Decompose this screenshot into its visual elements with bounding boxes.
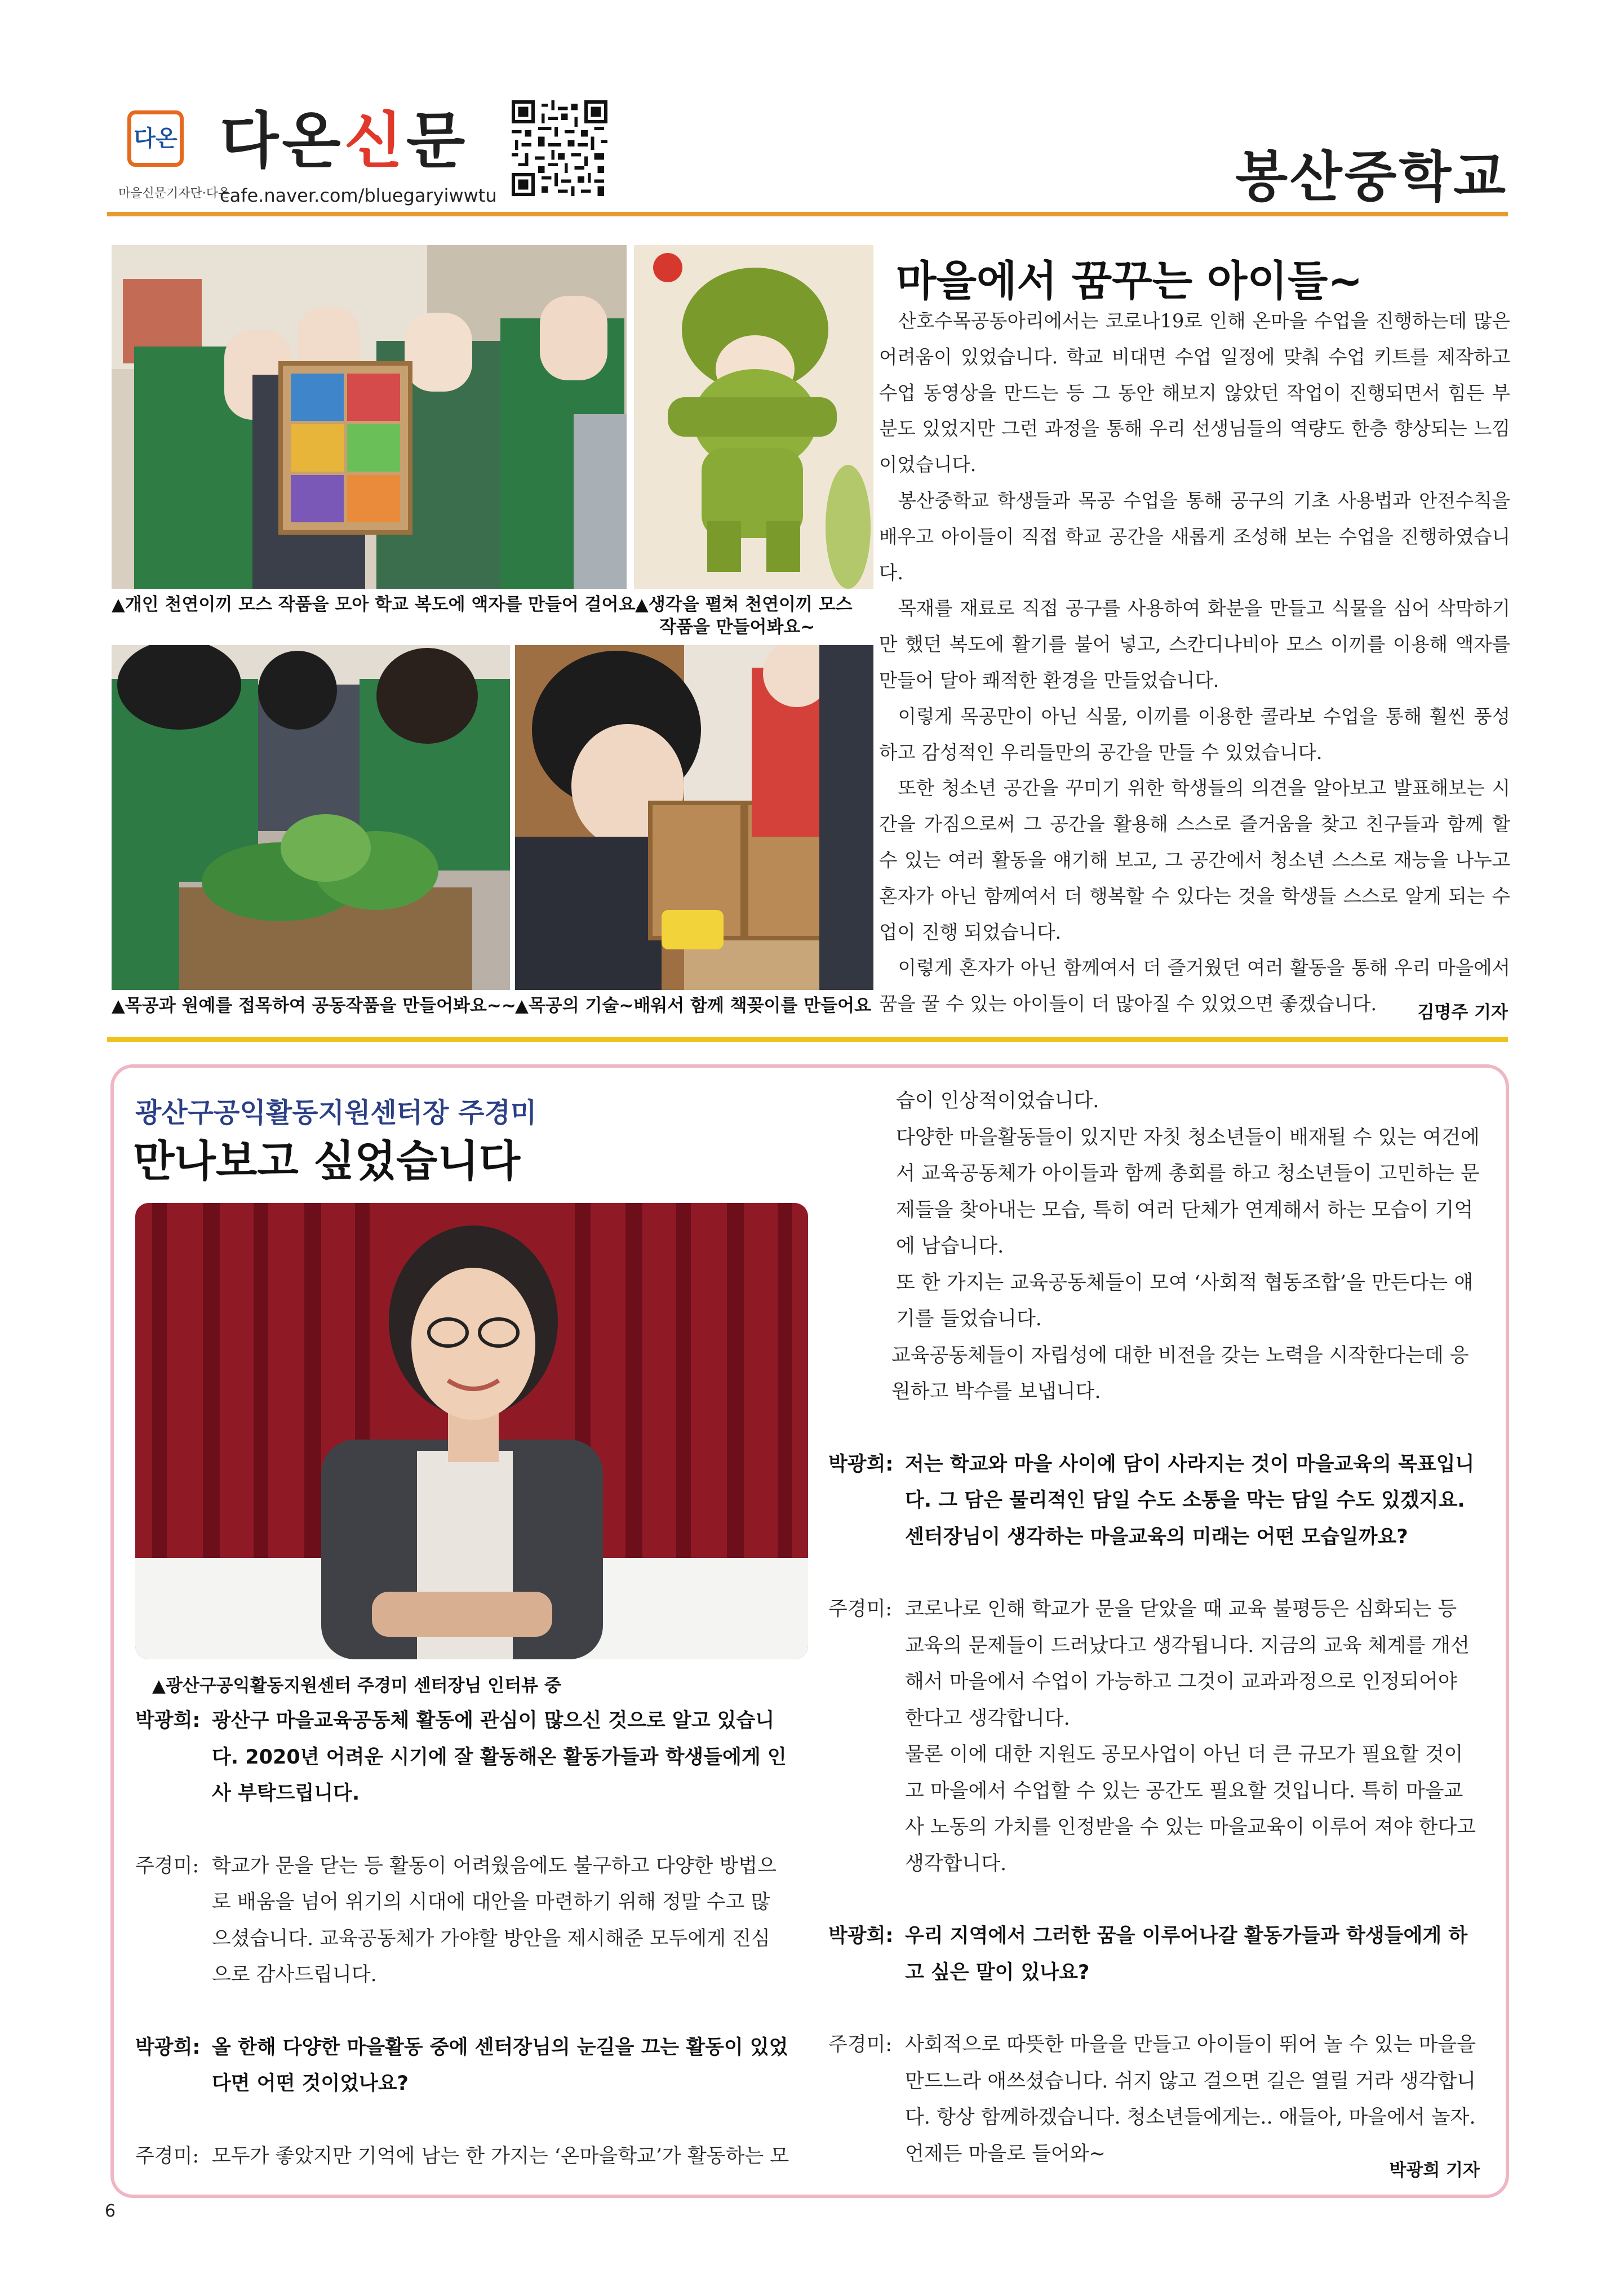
answer-text: 다양한 마을활동들이 있지만 자칫 청소년들이 배재될 수 있는 여건에서 교육공동체가 아이들과 함께 총회를 하고 청소년들이 고민하는 문제들을 찾아내는 모습, 특히 여러 단체가 연계해서 하는 모습이 기억에 남습니다.	[896, 1126, 1480, 1258]
answer-text: 교육공동체들이 자립성에 대한 비전을 갖는 노력을 시작한다는데 응원하고 박수를 보냅니다.	[891, 1344, 1469, 1403]
caption-woodwork: ▲목공의 기술~배워서 함께 책꽂이를 만들어요	[515, 996, 872, 1016]
photo-woodwork	[515, 645, 873, 990]
answer-block	[135, 1848, 789, 1993]
caption-moss-frame: ▲개인 천연이끼 모스 작품을 모아 학교 복도에 액자를 만들어 걸어요.	[112, 594, 642, 615]
answer-text: 또 한 가지는 교육공동체들이 모여 ‘사회적 협동조합’을 만든다는 얘기를 들었습니다.	[896, 1271, 1474, 1330]
interview-title: 만나보고 싶었습니다	[133, 1136, 521, 1186]
interview-subtitle: 광산구공익활동지원센터장 주경미	[135, 1097, 537, 1129]
question-text: 올 한해 다양한 마을활동 중에 센터장님의 눈길을 끄는 활동이 있었다면 어떤 것이었나요?	[212, 2036, 788, 2095]
qr-code-icon	[512, 100, 607, 196]
answer-speaker: 주경미:	[135, 1854, 199, 1877]
caption-interviewee: ▲광산구공익활동지원센터 주경미 센터장님 인터뷰 중	[152, 1676, 561, 1696]
caption-moss-santa-line1: ▲생각을 펼쳐 천연이끼 모스	[635, 594, 853, 615]
answer-text: 물론 이에 대한 지원도 공모사업이 아닌 더 큰 규모가 필요할 것이고 마을에서 수업할 수 있는 공간도 필요할 것입니다. 특히 마을교사 노동의 가치를 인정받을 수 있는 마을교육이 이루어 져야 한다고 생각합니다.	[905, 1743, 1476, 1875]
caption-gardening: ▲목공과 원예를 접목하여 공동작품을 만들어봐요~~	[112, 996, 516, 1016]
header-divider	[107, 212, 1508, 216]
school-name: 봉산중학교	[1235, 145, 1508, 208]
photo-moss-frame	[112, 245, 627, 589]
interview-byline: 박광희 기자	[1389, 2160, 1480, 2180]
question-block	[135, 1703, 789, 1812]
caption-moss-santa-line2: 작품을 만들어봐요~	[659, 617, 815, 637]
question-text: 광산구 마을교육공동체 활동에 관심이 많으신 것으로 알고 있습니다. 2020년 어려운 시기에 잘 활동해온 활동가들과 학생들에게 인사 부탁드립니다.	[212, 1709, 787, 1805]
answer-continuation	[828, 1083, 1482, 1410]
newspaper-name-part: 문	[406, 106, 469, 176]
answer-text: 사회적으로 따뜻한 마을을 만들고 아이들이 뛰어 놀 수 있는 마을을 만드느라 애쓰셨습니다. 쉬지 않고 걸으면 길은 열릴 거라 생각합니다. 항상 함께하겠습니다. 청소년들에게는.. 애들아, 마을에서 놀자. 언제든 마을로 들어와~	[905, 2033, 1476, 2165]
answer-text: 모두가 좋았지만 기억에 남는 한 가지는 ‘온마을학교’가 활동하는 모	[212, 2144, 789, 2168]
article-title: 마을에서 꿈꾸는 아이들~	[896, 257, 1363, 305]
question-speaker: 박광희:	[828, 1453, 894, 1476]
answer-text: 학교가 문을 닫는 등 활동이 어려웠음에도 불구하고 다양한 방법으로 배움을 넘어 위기의 시대에 대안을 마련하기 위해 정말 수고 많으셨습니다. 교육공동체가 가야할 방안을 제시해준 모두에게 진심으로 감사드립니다.	[212, 1854, 777, 1986]
article-paragraph: 또한 청소년 공간을 꾸미기 위한 학생들의 의견을 알아보고 발표해보는 시간을 가짐으로써 그 공간을 활용해 스스로 즐거움을 찾고 친구들과 함께 할 수 있는 여러 활동을 얘기해 보고, 그 공간에서 청소년 스스로 재능을 나누고 혼자가 아닌 함께여서 더 행복할 수 있다는 것을 학생들 스스로 알게 되는 수업이 진행 되었습니다.	[879, 777, 1510, 943]
newspaper-name-highlight: 신	[344, 106, 406, 176]
article-paragraph: 이렇게 목공만이 아닌 식물, 이끼를 이용한 콜라보 수업을 통해 훨씬 풍성하고 감성적인 우리들만의 공간을 만들 수 있었습니다.	[879, 705, 1510, 763]
article-body	[879, 303, 1510, 1022]
answer-speaker: 주경미:	[135, 2144, 199, 2168]
logo-mark-text: 다온	[134, 126, 178, 152]
section-divider	[107, 1037, 1508, 1042]
question-speaker: 박광희:	[135, 2036, 201, 2059]
logo-subtitle: 마을신문기자단·다온	[118, 186, 230, 201]
photo-gardening	[112, 645, 510, 990]
answer-block	[135, 2138, 789, 2175]
question-block	[828, 1918, 1482, 1991]
question-speaker: 박광희:	[135, 1709, 201, 1732]
cafe-url[interactable]: cafe.naver.com/bluegaryiwwtu	[220, 185, 497, 206]
answer-speaker: 주경미:	[828, 2033, 893, 2056]
answer-paragraphs	[905, 1591, 1482, 1882]
question-text: 우리 지역에서 그러한 꿈을 이루어나갈 활동가들과 학생들에게 하고 싶은 말이 있나요?	[905, 1925, 1468, 1984]
page-number: 6	[105, 2201, 116, 2221]
question-block	[828, 1446, 1482, 1556]
answer-text: 코로나로 인해 학교가 문을 닫았을 때 교육 불평등은 심화되는 등 교육의 문제들이 드러났다고 생각됩니다. 지금의 교육 체계를 개선해서 마을에서 수업이 가능하고 그것이 교과과정으로 인정되어야 한다고 생각합니다.	[905, 1598, 1470, 1730]
answer-speaker: 주경미:	[828, 1598, 893, 1620]
answer-block	[828, 1591, 1482, 1882]
article-byline: 김명주 기자	[1417, 1002, 1508, 1023]
article-paragraph: 목재를 재료로 직접 공구를 사용하여 화분을 만들고 식물을 심어 삭막하기만 했던 복도에 활기를 불어 넣고, 스칸디나비아 모스 이끼를 이용해 액자를 만들어 달아 쾌적한 환경을 만들었습니다.	[879, 597, 1510, 691]
photo-interviewee	[135, 1203, 808, 1659]
article-paragraph: 산호수목공동아리에서는 코로나19로 인해 온마을 수업을 진행하는데 많은 어려움이 있었습니다. 학교 비대면 수업 일정에 맞춰 수업 키트를 제작하고 수업 동영상을 만드는 등 그 동안 해보지 않았던 작업이 진행되면서 힘든 부분도 있었지만 그런 과정을 통해 우리 선생님들의 역량도 한층 향상되는 느낌이었습니다.	[879, 310, 1510, 476]
question-block	[135, 2029, 789, 2102]
article-paragraph: 봉산중학교 학생들과 목공 수업을 통해 공구의 기초 사용법과 안전수칙을 배우고 아이들이 직접 학교 공간을 새롭게 조성해 보는 수업을 진행하였습니다.	[879, 489, 1510, 584]
question-speaker: 박광희:	[828, 1925, 894, 1947]
interview-right-column	[828, 1083, 1482, 2172]
answer-text: 습이 인상적이었습니다.	[896, 1090, 1099, 1112]
newspaper-name	[220, 108, 468, 175]
photo-moss-santa	[634, 245, 873, 589]
newspaper-name-part: 다온	[220, 106, 344, 176]
logo-mark	[127, 110, 184, 167]
article-paragraph: 이렇게 혼자가 아닌 함께여서 더 즐거웠던 여러 활동을 통해 우리 마을에서 꿈을 꿀 수 있는 아이들이 더 많아질 수 있었으면 좋겠습니다.	[879, 957, 1510, 1015]
question-text: 저는 학교와 마을 사이에 담이 사라지는 것이 마을교육의 목표입니다. 그 담은 물리적인 담일 수도 소통을 막는 담일 수도 있겠지요. 센터장님이 생각하는 마을교육의 미래는 어떤 모습일까요?	[905, 1453, 1475, 1548]
interview-left-column	[135, 1703, 789, 2174]
answer-block	[828, 2027, 1482, 2172]
